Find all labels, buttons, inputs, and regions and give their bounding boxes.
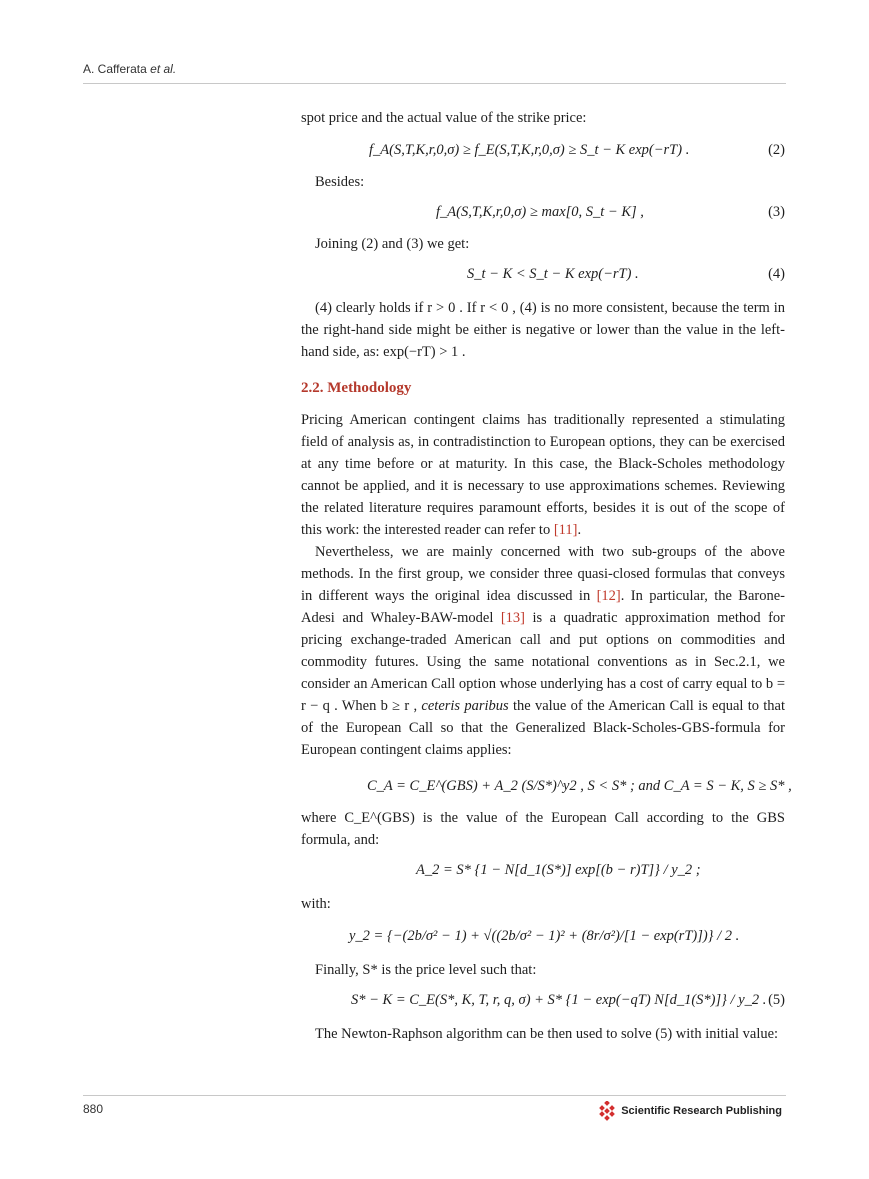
besides-text: Besides: [315,174,365,190]
methodology-text: Pricing American contingent claims has traditionally represented a stimulating field of analysis as, in contradistinction to European options, they can be exercised at any time before or at maturity. In this case, the Black-Scholes methodology cannot be applied, and it is necessary to use approximations schemes. Reviewing the related literature requires paramount efforts, besides it is out of the scope of this work: the interested reader can refer to [301,412,785,538]
citation-11[interactable]: [11] [553,522,578,538]
equation-5-expr: S* − K = C_E(S*, K, T, r, q, σ) + S* {1 − exp(−qT) N[d_1(S*)]} / y_2 . [351,992,767,1008]
with-text: with: [301,896,331,912]
equation-4-expr: S_t − K < S_t − K exp(−rT) . [467,266,639,282]
newton-text: The Newton-Raphson algorithm can be then used to solve (5) with initial value: [315,1026,779,1042]
where-text: where C_E^(GBS) is the value of the European Call according to the GBS formula, and: [301,810,785,848]
methodology-end: . [577,522,582,538]
nevertheless-text-1: Nevertheless, we are mainly concerned with two sub-groups of the above methods. In the first group, we consider three quasi-closed formulas that conveys in different ways the original idea discussed in [301,544,785,604]
equation-a2 [301,859,785,881]
equation-3-expr: f_A(S,T,K,r,0,σ) ≥ max[0, S_t − K] , [436,204,644,220]
equation-4 [301,263,785,285]
equation-ca [301,775,792,797]
equation-3-tag: (3) [768,204,785,220]
page-number: 880 [83,1102,104,1116]
author-name: A. Cafferata [83,62,151,76]
publisher-icon [597,1101,617,1121]
nevertheless-text-4: the value of the American Call is equal to that of the European Call so that the Generalized Black-Scholes-GBS-formula for European contingent claims applies: [301,698,785,758]
paragraph-nevertheless [301,541,785,761]
main-column [301,107,792,1045]
equation-2-expr: f_A(S,T,K,r,0,σ) ≥ f_E(S,T,K,r,0,σ) ≥ S_t − K exp(−rT) . [369,142,690,158]
equation-5 [301,989,785,1011]
nevertheless-text-3: is a quadratic approximation method for pricing exchange-traded American call and put options on commodities and commodity futures. Using the same notational conventions as in Sec.2.1, we consider an American Call option whose underlying has a cost of carry equal to b = r − q . When b ≥ r , [301,610,785,714]
paragraph-holds: (4) clearly holds if r > 0 . If r < 0 , (4) is no more consistent, because the term in the right-hand side might be either is negative or lower than the value in the left-hand side, as: exp(−rT) > 1 . [301,300,785,360]
joining-text: Joining (2) and (3) we get: [315,236,470,252]
citation-12[interactable]: [12] [596,588,621,604]
citation-13[interactable]: [13] [500,610,526,626]
section-heading: 2.2. Methodology [301,380,412,396]
equation-2 [301,139,785,161]
equation-y2 [301,925,785,947]
ceteris-paribus: ceteris paribus [421,698,509,714]
equation-4-tag: (4) [768,266,785,282]
author-etal: et al. [150,62,177,76]
equation-y2-expr: y_2 = {−(2b/σ² − 1) + √((2b/σ² − 1)² + (8r/σ²)/[1 − exp(rT)])} / 2 . [349,928,740,944]
equation-ca-expr: C_A = C_E^(GBS) + A_2 (S/S*)^y2 , S < S* ; and C_A = S − K, S ≥ S* , [367,778,792,794]
intro-line: spot price and the actual value of the strike price: [301,110,587,126]
equation-a2-expr: A_2 = S* {1 − N[d_1(S*)] exp[(b − r)T]} / y_2 ; [416,862,701,878]
footer-rule [83,1095,786,1096]
nevertheless-text-2: . In particular, the Barone-Adesi and Whaley-BAW-model [301,588,785,626]
finally-text: Finally, S* is the price level such that: [315,962,537,978]
equation-3 [301,201,785,223]
equation-2-tag: (2) [768,142,785,158]
header-rule [83,83,786,84]
running-head [83,62,176,76]
equation-5-tag: (5) [768,992,785,1008]
publisher-logo [597,1101,782,1121]
paragraph-methodology [301,409,785,541]
publisher-name: Scientific Research Publishing [621,1105,782,1117]
